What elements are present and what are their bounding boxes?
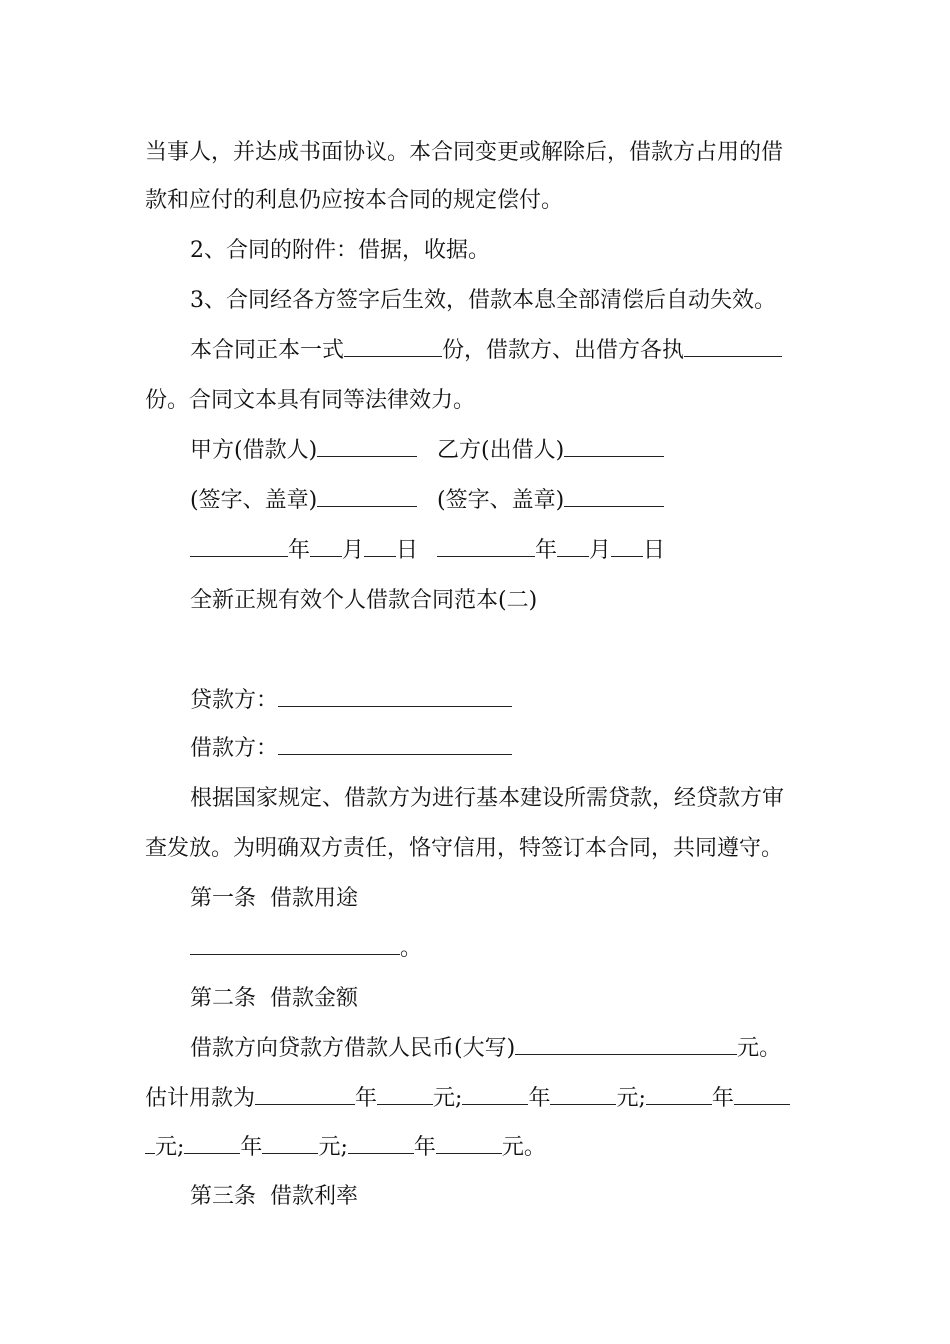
sign-a-line [190,486,417,516]
text-line: 根据国家规定、借款方为进行基本建设所需贷款，经贷款方审 [190,786,785,811]
text-line: 2、合同的附件：借据，收据。 [190,238,490,263]
text-line: 3、合同经各方签字后生效，借款本息全部清偿后自动失效。 [190,288,776,313]
party-a-blank [317,436,417,457]
article-heading: 第一条 借款用途 [190,886,358,911]
article-heading: 第二条 借款金额 [190,986,358,1011]
section-title: 全新正规有效个人借款合同范本(二) [190,588,538,613]
estimate-line-2 [145,1133,546,1163]
year-label: 年 [711,1086,734,1111]
party-b-label: 乙方(出借人) [437,438,565,463]
party-a-label: 甲方(借款人) [190,438,318,463]
amount-blank [734,1084,790,1105]
month-blank [310,536,342,557]
year-label: 年 [528,1086,551,1111]
purpose-line [190,934,422,964]
purpose-blank [190,934,400,955]
yuan-label: 元; [155,1135,185,1160]
estimate-label: 估计用款为 [145,1086,256,1111]
yuan-label: 元; [318,1135,348,1160]
amount-blank [550,1084,616,1105]
year-blank [184,1133,240,1154]
year-label: 年 [413,1135,436,1160]
lender-line [190,686,512,716]
amount-label: 借款方向贷款方借款人民币(大写) [190,1036,516,1061]
day-blank [611,536,643,557]
month-label: 月 [589,538,612,563]
date-b-line [437,536,665,566]
year-label: 年 [288,538,311,563]
year-blank [255,1084,355,1105]
sign-label: (签字、盖章) [437,488,565,513]
year-label: 年 [535,538,558,563]
party-a-line [190,436,417,466]
article-heading: 第三条 借款利率 [190,1184,358,1209]
year-label: 年 [355,1086,378,1111]
copies-line [190,336,782,366]
day-label: 日 [396,538,419,563]
date-a-line [190,536,418,566]
year-blank [348,1133,414,1154]
copies-each-label: 份，借款方、出借方各执 [442,338,685,363]
period: 。 [400,936,423,961]
amount-blank [515,1034,737,1055]
yuan-label: 元; [616,1086,646,1111]
party-b-line [437,436,664,466]
yuan-label: 元。 [501,1135,546,1160]
text-line: 当事人，并达成书面协议。本合同变更或解除后，借款方占用的借 [145,140,784,165]
borrower-label: 借款方： [190,736,279,761]
amount-blank [377,1084,433,1105]
borrower-blank [278,734,512,755]
yuan-label: 元。 [737,1036,782,1061]
text-line: 份。合同文本具有同等法律效力。 [145,388,476,413]
year-blank [190,536,288,557]
each-blank [684,336,782,357]
sign-b-line [437,486,664,516]
day-label: 日 [643,538,666,563]
sign-b-blank [564,486,664,507]
year-blank [437,536,535,557]
amount-blank [145,1133,155,1154]
lender-label: 贷款方： [190,688,279,713]
day-blank [364,536,396,557]
sign-label: (签字、盖章) [190,488,318,513]
year-label: 年 [240,1135,263,1160]
party-b-blank [564,436,664,457]
borrower-line [190,734,512,764]
amount-blank [436,1133,502,1154]
copies-label: 本合同正本一式 [190,338,345,363]
copies-blank [344,336,442,357]
year-blank [646,1084,712,1105]
amount-blank [262,1133,318,1154]
text-line: 款和应付的利息仍应按本合同的规定偿付。 [145,188,564,213]
text-line: 查发放。为明确双方责任，恪守信用，特签订本合同，共同遵守。 [145,836,784,861]
amount-line [190,1034,781,1064]
lender-blank [278,686,512,707]
month-label: 月 [342,538,365,563]
estimate-line-1 [145,1084,790,1114]
yuan-label: 元; [433,1086,463,1111]
sign-a-blank [317,486,417,507]
month-blank [557,536,589,557]
year-blank [462,1084,528,1105]
